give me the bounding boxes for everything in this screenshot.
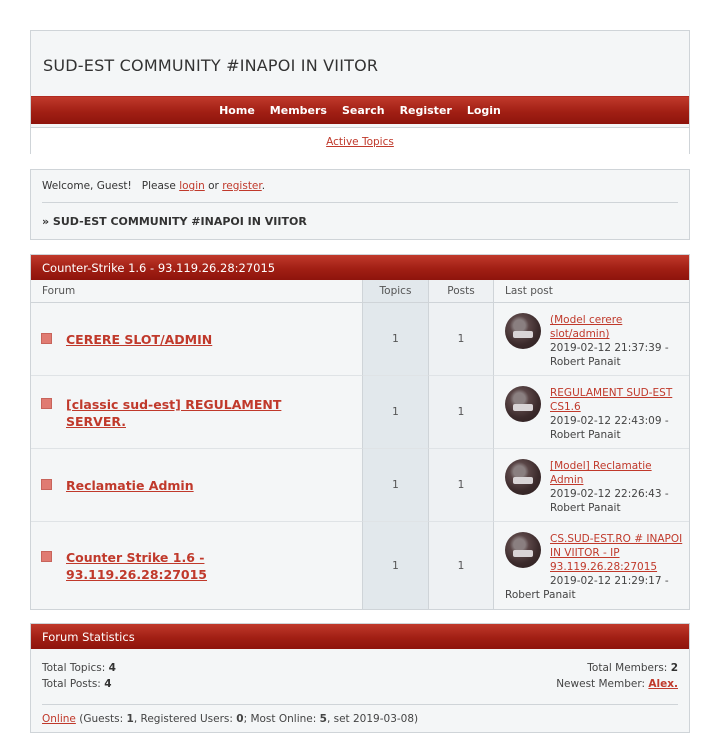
- last-post-time: 2019-02-12 22:43:09 -: [550, 415, 669, 427]
- last-post: [493, 449, 689, 522]
- table-row: [31, 376, 362, 449]
- total-topics: [42, 662, 116, 674]
- avatar[interactable]: [505, 313, 541, 349]
- col-topics-header: Topics: [362, 280, 428, 303]
- last-post-author: Robert Panait: [550, 502, 621, 514]
- nav-register[interactable]: Register: [399, 104, 452, 117]
- last-post-info: [550, 313, 684, 369]
- total-members-value: 2: [670, 662, 678, 674]
- topics-count: 1: [362, 303, 428, 376]
- last-post-info: [550, 532, 684, 588]
- most-online-date: , set 2019-03-08): [326, 713, 419, 725]
- guests-label: (Guests:: [79, 713, 124, 725]
- last-post-link[interactable]: (Model cerere slot/admin): [550, 314, 623, 340]
- topics-count: 1: [362, 376, 428, 449]
- forum-statistics: [30, 623, 690, 733]
- posts-count: 1: [428, 522, 493, 609]
- col-forum-header: Forum: [31, 280, 362, 303]
- category-title: Counter-Strike 1.6 - 93.119.26.28:27015: [31, 255, 689, 280]
- forum-link[interactable]: Counter Strike 1.6 - 93.119.26.28:27015: [66, 550, 208, 582]
- divider: [42, 704, 678, 705]
- total-topics-label: Total Topics:: [42, 662, 106, 674]
- most-online-label: ; Most Online:: [243, 713, 317, 725]
- topics-count: 1: [362, 522, 428, 609]
- last-post: [493, 522, 689, 609]
- forum-status-icon: [41, 398, 52, 409]
- register-link[interactable]: register: [222, 180, 262, 192]
- col-lastpost-header: Last post: [493, 280, 689, 303]
- last-post-link[interactable]: [Model] Reclamatie Admin: [550, 460, 652, 486]
- main-nav: [31, 96, 689, 124]
- posts-count: 1: [428, 449, 493, 522]
- registered-value: 0: [236, 713, 244, 725]
- newest-member-label: Newest Member:: [556, 678, 646, 690]
- last-post-time: 2019-02-12 22:26:43 -: [550, 488, 669, 500]
- forum-status-icon: [41, 479, 52, 490]
- total-members: [587, 662, 678, 674]
- nav-home[interactable]: Home: [219, 104, 255, 117]
- avatar[interactable]: [505, 459, 541, 495]
- forum-category: [30, 254, 690, 610]
- welcome-message: [42, 180, 265, 192]
- table-row: [31, 449, 362, 522]
- online-link[interactable]: Online: [42, 713, 76, 725]
- forum-status-icon: [41, 551, 52, 562]
- newest-member: [556, 678, 678, 690]
- total-posts: [42, 678, 112, 690]
- breadcrumb: » SUD-EST COMMUNITY #INAPOI IN VIITOR: [42, 215, 307, 228]
- welcome-or: or: [208, 180, 219, 192]
- total-posts-label: Total Posts:: [42, 678, 101, 690]
- sub-nav: [31, 127, 689, 156]
- forum-link[interactable]: Reclamatie Admin: [66, 478, 194, 493]
- last-post: [493, 303, 689, 376]
- stats-title: Forum Statistics: [31, 624, 689, 649]
- forum-status-icon: [41, 333, 52, 344]
- table-row: [31, 522, 362, 609]
- nav-login[interactable]: Login: [466, 104, 501, 117]
- last-post: [493, 376, 689, 449]
- divider: [42, 202, 678, 203]
- most-online-value: 5: [319, 713, 327, 725]
- registered-label: , Registered Users:: [133, 713, 233, 725]
- site-title: SUD-EST COMMUNITY #INAPOI IN VIITOR: [43, 56, 379, 75]
- header: [30, 30, 690, 154]
- topics-count: 1: [362, 449, 428, 522]
- posts-count: 1: [428, 303, 493, 376]
- online-summary: [42, 713, 418, 725]
- welcome-prefix: Welcome, Guest! Please: [42, 180, 176, 192]
- total-posts-value: 4: [104, 678, 112, 690]
- last-post-info: [550, 459, 684, 515]
- nav-members[interactable]: Members: [269, 104, 327, 117]
- welcome-panel: [30, 169, 690, 240]
- last-post-author: Robert Panait: [505, 589, 576, 601]
- last-post-time: 2019-02-12 21:37:39 -: [550, 342, 669, 354]
- last-post-author: Robert Panait: [550, 356, 621, 368]
- active-topics-link[interactable]: Active Topics: [326, 136, 394, 148]
- nav-search[interactable]: Search: [341, 104, 385, 117]
- total-topics-value: 4: [108, 662, 116, 674]
- last-post-link[interactable]: CS.SUD-EST.RO # INAPOI IN VIITOR - IP 93.119.26.28:27015: [550, 533, 683, 573]
- guests-value: 1: [126, 713, 134, 725]
- last-post-time: 2019-02-12 21:29:17 -: [550, 575, 669, 587]
- last-post-info: [550, 386, 684, 442]
- col-posts-header: Posts: [428, 280, 493, 303]
- forum-link[interactable]: [classic sud-est] REGULAMENT SERVER.: [66, 397, 282, 429]
- avatar[interactable]: [505, 532, 541, 568]
- newest-member-link[interactable]: Alex.: [648, 678, 678, 690]
- avatar[interactable]: [505, 386, 541, 422]
- total-members-label: Total Members:: [587, 662, 668, 674]
- forum-link[interactable]: CERERE SLOT/ADMIN: [66, 332, 213, 347]
- table-row: [31, 303, 362, 376]
- welcome-suffix: .: [261, 180, 266, 192]
- last-post-link[interactable]: REGULAMENT SUD-EST CS1.6: [550, 387, 673, 413]
- login-link[interactable]: login: [179, 180, 205, 192]
- last-post-author: Robert Panait: [550, 429, 621, 441]
- posts-count: 1: [428, 376, 493, 449]
